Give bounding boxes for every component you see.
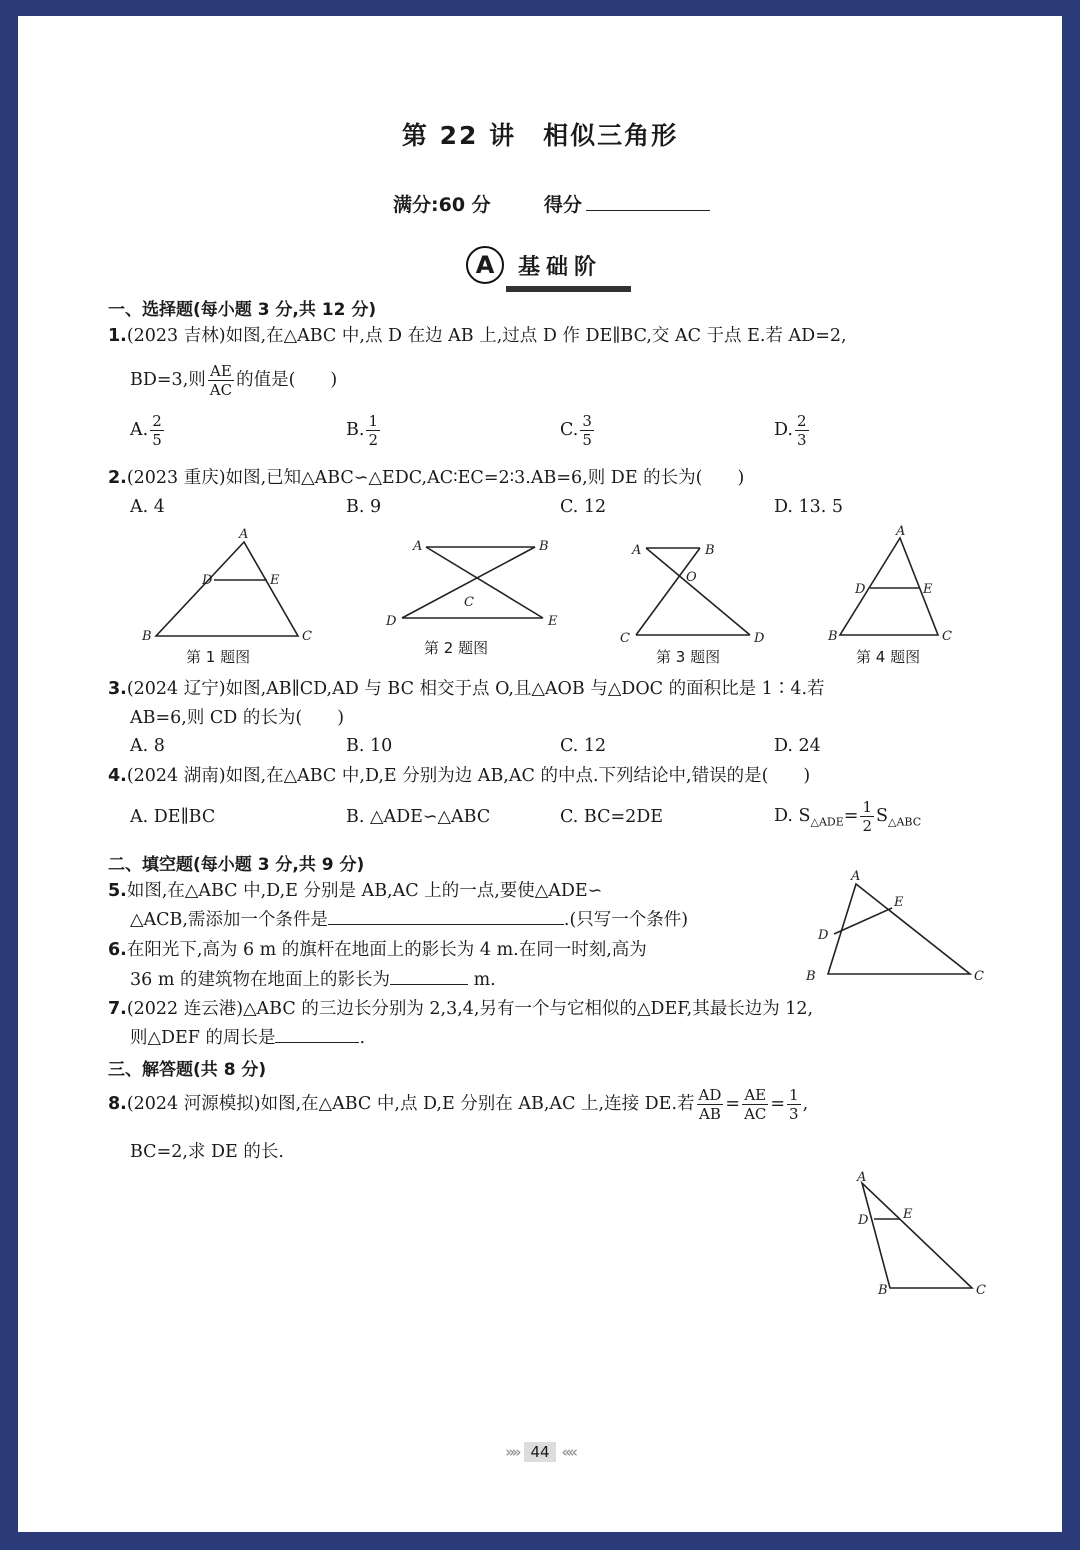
level-letter-circle: A [466, 246, 504, 284]
question-number: 4. [108, 766, 127, 786]
answer-blank-q5[interactable] [328, 924, 564, 925]
label-d: D [858, 1213, 869, 1228]
comma: , [802, 1094, 809, 1114]
label-c: C [976, 1283, 986, 1298]
q2-option-b[interactable]: B. 9 [346, 497, 382, 517]
q1-option-a[interactable] [130, 412, 166, 449]
label-d: D [818, 928, 829, 943]
page-title: 第 22 讲 相似三角形 [401, 121, 679, 150]
q1-option-d[interactable] [774, 412, 811, 449]
label-b: B [705, 543, 715, 558]
equals-sign: = [725, 1094, 741, 1114]
question-number: 6. [108, 940, 127, 960]
label-c: C [302, 629, 312, 644]
page-number-value: 44 [524, 1442, 555, 1462]
q3-option-b[interactable]: B. 10 [346, 736, 393, 756]
segment-bc [636, 548, 700, 635]
answer-blank-q6[interactable] [390, 984, 468, 985]
figure-5 [800, 864, 990, 984]
q4-option-d[interactable] [774, 798, 921, 835]
label-d: D [202, 573, 213, 588]
question-5-text-3: .(只写一个条件) [563, 910, 689, 930]
level-name: 基础阶 [518, 254, 603, 280]
option-d-eq: = [843, 806, 859, 826]
question-2-text: (2023 重庆)如图,已知△ABC∽△EDC,AC∶EC=2∶3.AB=6,则 DE 的长为( ) [126, 468, 745, 488]
fraction-ae-ac [208, 362, 234, 399]
option-fraction [366, 412, 380, 449]
question-2-line-1 [108, 463, 744, 493]
label-e: E [903, 1207, 913, 1222]
question-7-text-3: . [359, 1028, 366, 1048]
label-b: B [539, 539, 549, 554]
question-1-text-3: 的值是( ) [236, 370, 338, 390]
question-7-line-1 [108, 994, 813, 1024]
frac-num: AD [698, 1086, 722, 1104]
option-fraction [150, 412, 164, 449]
answer-blank-q7[interactable] [275, 1042, 359, 1043]
question-1-text: (2023 吉林)如图,在△ABC 中,点 D 在边 AB 上,过点 D 作 DE∥BC,交 AC 于点 E.若 AD=2, [126, 326, 847, 346]
question-7-line-2 [130, 1023, 365, 1053]
label-a: A [239, 527, 249, 542]
frac-den: 2 [862, 817, 873, 835]
label-e: E [894, 895, 904, 910]
option-fraction [795, 412, 809, 449]
frac-num: 3 [582, 412, 592, 430]
option-d-sub2: △ABC [888, 815, 922, 829]
figure-4 [818, 522, 978, 642]
fraction-ad-ab [697, 1086, 724, 1123]
question-8-line-1 [108, 1086, 808, 1123]
frac-den: AC [209, 381, 233, 399]
figure-3-caption: 第 3 题图 [656, 648, 721, 666]
question-5-line-1 [108, 876, 602, 906]
label-e: E [270, 573, 280, 588]
label-a: A [413, 539, 423, 554]
label-a: A [851, 869, 861, 884]
label-c: C [464, 595, 474, 610]
label-o: O [686, 570, 697, 585]
option-d-sub1: △ADE [810, 815, 844, 829]
label-c: C [620, 631, 630, 643]
arrow-left: »» [505, 1443, 519, 1461]
question-1-line-1 [108, 321, 847, 351]
segment-de [834, 908, 892, 934]
figure-2-caption: 第 2 题图 [424, 639, 489, 657]
q4-option-a[interactable]: A. DE∥BC [130, 807, 216, 827]
label-a: A [857, 1170, 867, 1185]
level-underline [506, 286, 631, 292]
option-label: B. [346, 420, 365, 440]
frac-den: 2 [368, 431, 378, 449]
question-number: 7. [108, 999, 127, 1019]
label-a: A [632, 543, 642, 558]
question-6-text-2: 36 m 的建筑物在地面上的影长为 [130, 970, 390, 990]
option-d-s2: S [876, 806, 889, 826]
label-b: B [878, 1283, 888, 1298]
section-heading-2: 二、填空题(每小题 3 分,共 9 分) [108, 855, 365, 875]
frac-den: 5 [152, 431, 162, 449]
section-heading-1: 一、选择题(每小题 3 分,共 12 分) [108, 300, 377, 320]
q1-option-c[interactable] [560, 412, 596, 449]
q1-option-b[interactable] [346, 412, 382, 449]
triangle-abc [156, 542, 298, 636]
score-line [393, 190, 710, 217]
question-1-line-2 [130, 362, 337, 399]
question-5-text: 如图,在△ABC 中,D,E 分别是 AB,AC 上的一点,要使△ADE∽ [126, 881, 603, 901]
question-4-line-1 [108, 761, 810, 791]
figure-2 [358, 534, 568, 634]
q4-option-c[interactable]: C. BC=2DE [560, 807, 664, 827]
option-d-s: D. S [774, 806, 811, 826]
frac-den: AB [699, 1105, 721, 1123]
full-score: 满分:60 分 [393, 194, 491, 216]
question-number: 8. [108, 1094, 127, 1114]
question-6-line-1 [108, 935, 647, 965]
question-3-line-2: AB=6,则 CD 的长为( ) [130, 708, 345, 728]
label-a: A [896, 524, 906, 539]
frac-num: 1 [862, 798, 873, 816]
frac-num: 1 [368, 412, 378, 430]
frac-num: 2 [152, 412, 162, 430]
frac-den: 3 [789, 1105, 799, 1123]
option-d-fraction [860, 798, 874, 835]
figure-1-caption: 第 1 题图 [186, 648, 251, 666]
frac-den: 3 [796, 431, 807, 449]
frac-num: 2 [796, 412, 807, 430]
frac-den: 5 [582, 431, 592, 449]
question-number: 5. [108, 881, 127, 901]
figure-1 [128, 524, 328, 644]
q2-option-a[interactable]: A. 4 [130, 497, 165, 517]
q2-option-c[interactable]: C. 12 [560, 497, 607, 517]
option-label: A. [130, 420, 149, 440]
q3-option-c[interactable]: C. 12 [560, 736, 607, 756]
question-5-text-2: △ACB,需添加一个条件是 [130, 910, 328, 930]
question-3-line-1 [108, 674, 825, 704]
label-b: B [142, 629, 152, 644]
frac-num: 1 [789, 1086, 799, 1104]
frac-den: AC [744, 1105, 767, 1123]
segment-ad [646, 548, 750, 635]
label-b: B [806, 969, 816, 984]
label-b: B [828, 629, 838, 642]
worksheet-page [18, 16, 1062, 1532]
label-d: D [855, 582, 866, 597]
label-e: E [548, 614, 558, 629]
arrow-right: «« [561, 1443, 575, 1461]
question-3-text: (2024 辽宁)如图,AB∥CD,AD 与 BC 相交于点 O,且△AOB 与△DOC 的面积比是 1∶4.若 [126, 679, 825, 699]
question-number: 2. [108, 468, 127, 488]
question-6-line-2 [130, 965, 496, 995]
question-5-line-2 [130, 905, 688, 935]
level-badge [466, 246, 602, 284]
question-7-text: (2022 连云港)△ABC 的三边长分别为 2,3,4,另有一个与它相似的△DEF,其最长边为 12, [126, 999, 814, 1019]
score-blank [586, 210, 710, 211]
fraction-1-3 [787, 1086, 801, 1123]
equals-sign: = [770, 1094, 786, 1114]
question-number: 1. [108, 326, 127, 346]
figure-8 [842, 1166, 1002, 1301]
section-heading-3: 三、解答题(共 8 分) [108, 1060, 267, 1080]
label-d: D [386, 614, 397, 629]
option-fraction [580, 412, 594, 449]
label-e: E [923, 582, 933, 597]
q4-option-b[interactable]: B. △ADE∽△ABC [346, 807, 491, 827]
question-8-line-2: BC=2,求 DE 的长. [130, 1142, 284, 1162]
q3-option-a[interactable]: A. 8 [130, 736, 165, 756]
label-c: C [974, 969, 984, 984]
option-label: C. [560, 420, 579, 440]
triangle-abc [862, 1183, 972, 1288]
question-6-text-3: m. [468, 970, 496, 990]
question-1-text-2: BD=3,则 [130, 370, 206, 390]
question-6-text: 在阳光下,高为 6 m 的旗杆在地面上的影长为 4 m.在同一时刻,高为 [126, 940, 647, 960]
option-label: D. [774, 420, 793, 440]
frac-num: AE [208, 362, 234, 381]
score-label: 得分 [543, 194, 582, 216]
fraction-ae-ac [742, 1086, 768, 1123]
question-7-text-2: 则△DEF 的周长是 [130, 1028, 276, 1048]
label-c: C [942, 629, 952, 642]
question-4-text: (2024 湖南)如图,在△ABC 中,D,E 分别为边 AB,AC 的中点.下列结论中,错误的是( ) [126, 766, 811, 786]
frac-num: AE [742, 1086, 768, 1105]
q3-option-d[interactable]: D. 24 [774, 736, 821, 756]
figure-3 [616, 538, 776, 643]
segment-ae [426, 547, 543, 618]
question-number: 3. [108, 679, 127, 699]
figure-4-caption: 第 4 题图 [856, 648, 921, 666]
page-number [18, 1442, 1062, 1462]
label-d: D [754, 631, 765, 643]
question-8-text: (2024 河源模拟)如图,在△ABC 中,点 D,E 分别在 AB,AC 上,连接 DE.若 [126, 1094, 695, 1114]
q2-option-d[interactable]: D. 13. 5 [774, 497, 844, 517]
